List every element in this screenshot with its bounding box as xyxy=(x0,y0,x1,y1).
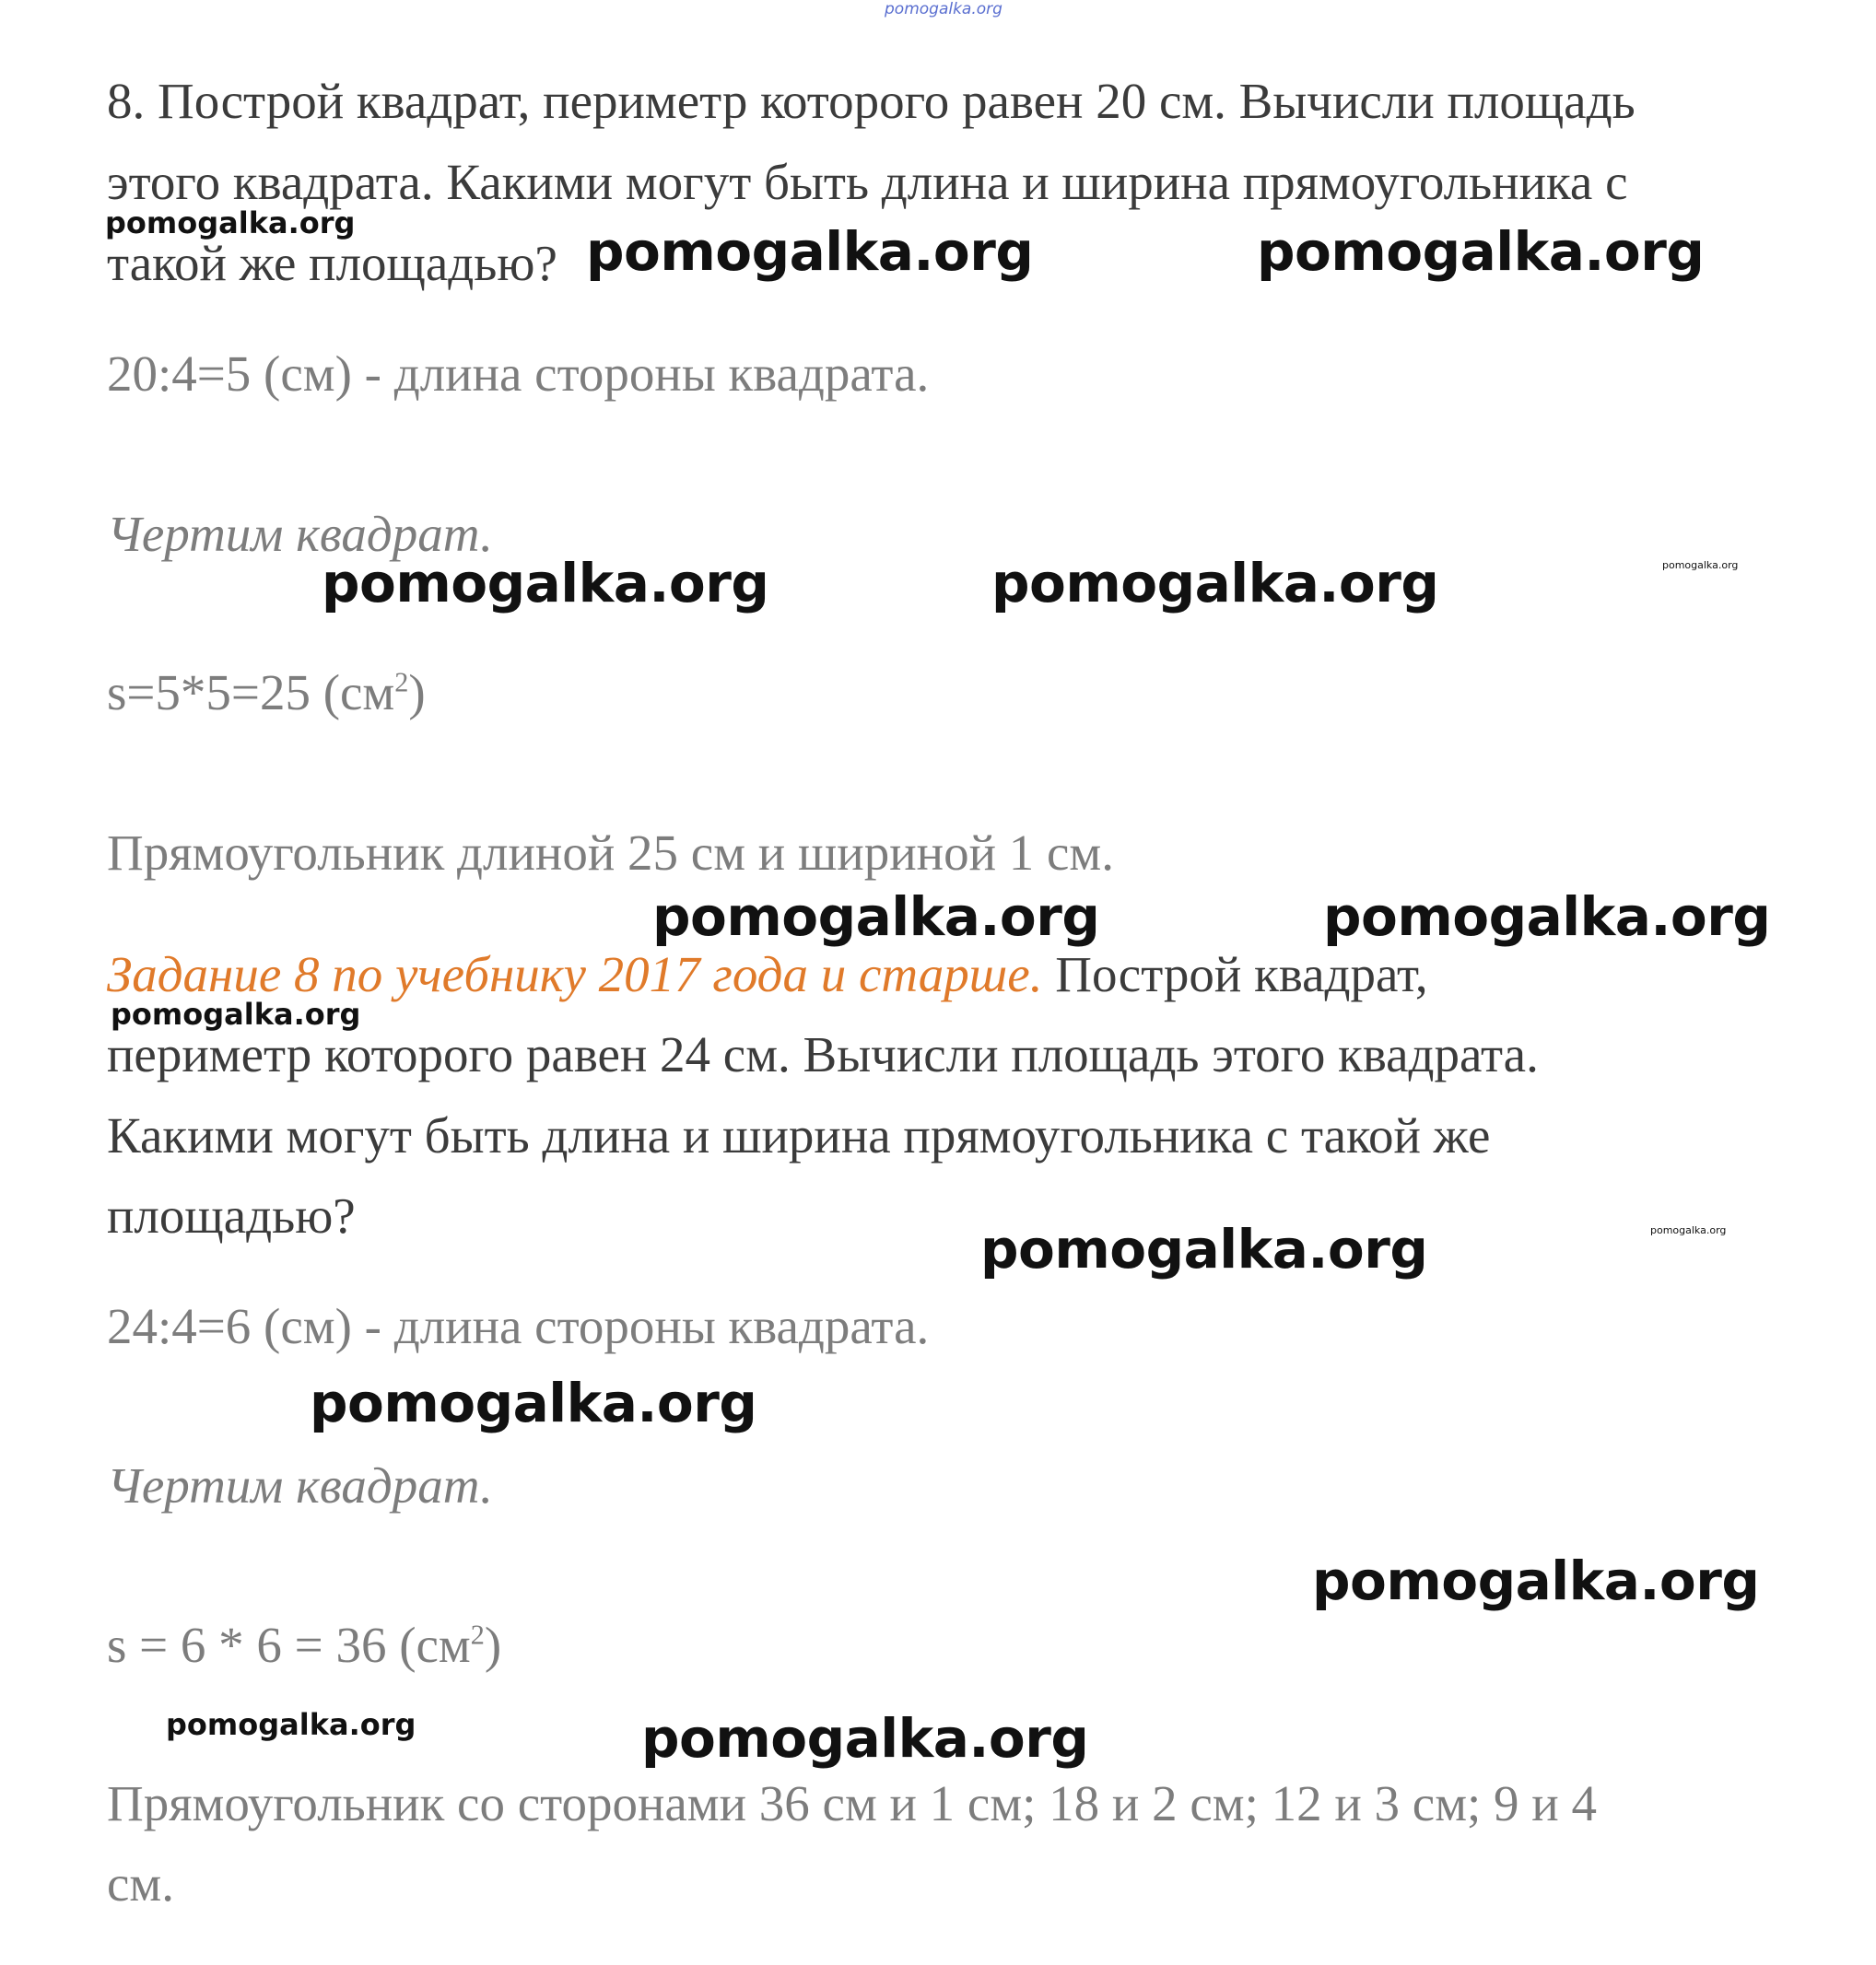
task8-2017-line1-rest: Построй квадрат, xyxy=(1042,946,1428,1002)
watermark: pomogalka.org xyxy=(586,220,1034,283)
watermark: pomogalka.org xyxy=(1257,220,1705,283)
watermark: pomogalka.org xyxy=(1662,559,1739,571)
task8-line1: 8. Построй квадрат, периметр которого равен 20 см. Вычисли площадь xyxy=(107,73,1636,129)
task8-area-exponent: 2 xyxy=(394,666,409,698)
task8-2017-step1: 24:4=6 (см) - длина стороны квадрата. xyxy=(107,1298,930,1354)
watermark: pomogalka.org xyxy=(991,552,1439,614)
watermark: pomogalka.org xyxy=(322,552,769,614)
task8-2017-line3: Какими могут быть длина и ширина прямоугольника с такой же xyxy=(107,1107,1491,1164)
task8-2017-area xyxy=(107,1617,502,1673)
watermark: pomogalka.org xyxy=(980,1218,1428,1281)
task8-2017-draw: Чертим квадрат. xyxy=(107,1457,493,1514)
watermark: pomogalka.org xyxy=(1650,1224,1727,1236)
watermark-top: pomogalka.org xyxy=(885,0,1002,18)
watermark: pomogalka.org xyxy=(310,1372,757,1434)
watermark: pomogalka.org xyxy=(166,1707,416,1742)
task8-2017-answer-line2: см. xyxy=(107,1855,174,1912)
watermark: pomogalka.org xyxy=(105,205,356,240)
task8-2017-line2: периметр которого равен 24 см. Вычисли площадь этого квадрата. xyxy=(107,1026,1539,1082)
task8-line2: этого квадрата. Какими могут быть длина и ширина прямоугольника с xyxy=(107,154,1628,210)
task8-2017-line4: площадью? xyxy=(107,1187,356,1244)
task8-area-prefix: s=5*5=25 (см xyxy=(107,664,395,720)
task8-2017-answer-line1: Прямоугольник со сторонами 36 см и 1 см; 18 и 2 см; 12 и 3 см; 9 и 4 xyxy=(107,1775,1597,1831)
task8-answer: Прямоугольник длиной 25 см и шириной 1 см. xyxy=(107,825,1114,881)
task8-step1: 20:4=5 (см) - длина стороны квадрата. xyxy=(107,345,930,402)
task8-2017-area-exponent: 2 xyxy=(470,1619,485,1651)
task8-area xyxy=(107,664,426,720)
task8-area-suffix: ) xyxy=(408,664,426,720)
task8-2017-area-suffix: ) xyxy=(484,1617,502,1673)
task8-draw: Чертим квадрат. xyxy=(107,506,493,562)
watermark: pomogalka.org xyxy=(1323,885,1771,948)
watermark: pomogalka.org xyxy=(1312,1550,1760,1612)
task8-line3: такой же площадью? xyxy=(107,235,557,291)
task8-2017-line1 xyxy=(107,946,1428,1002)
task8-2017-heading: Задание 8 по учебнику 2017 года и старше. xyxy=(107,946,1043,1002)
watermark: pomogalka.org xyxy=(111,997,361,1032)
watermark: pomogalka.org xyxy=(641,1707,1089,1770)
task8-2017-area-prefix: s = 6 * 6 = 36 (см xyxy=(107,1617,471,1673)
watermark: pomogalka.org xyxy=(652,885,1100,948)
